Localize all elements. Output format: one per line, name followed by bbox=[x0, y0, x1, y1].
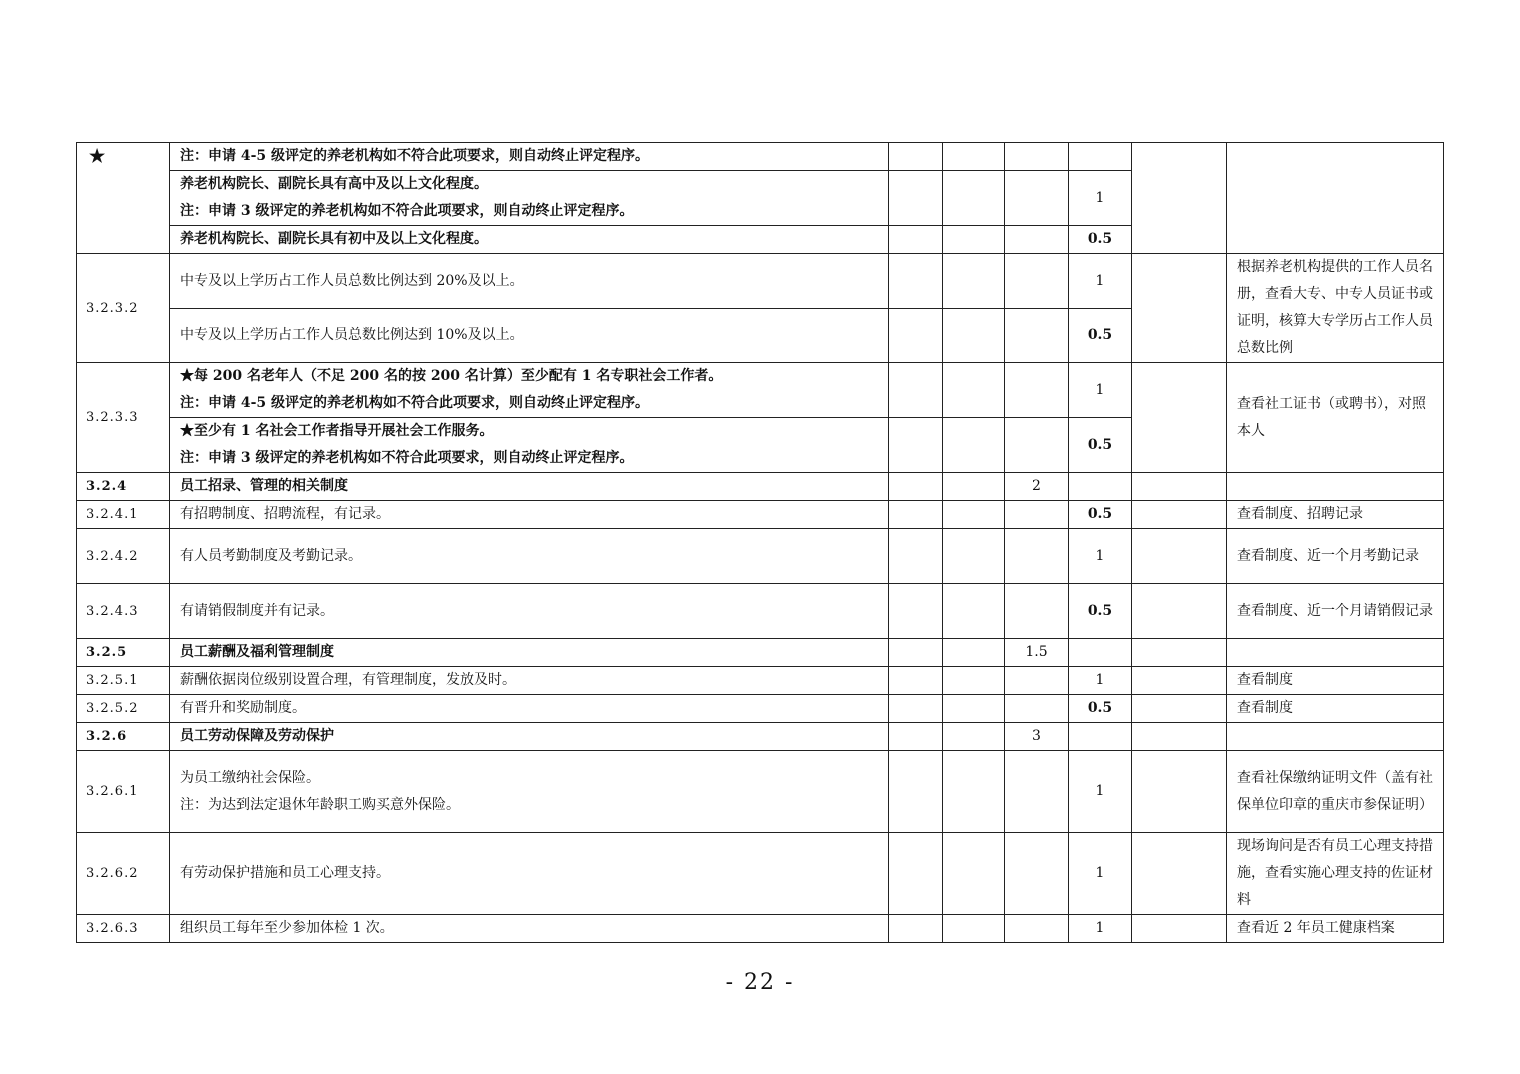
empty-cell bbox=[889, 833, 943, 915]
empty-cell bbox=[889, 309, 943, 363]
empty-cell bbox=[889, 751, 943, 833]
item-note: 注：申请 3 级评定的养老机构如不符合此项要求，则自动终止评定程序。 bbox=[180, 203, 634, 219]
score-cell: 0.5 bbox=[1069, 584, 1132, 639]
item-text: 有人员考勤制度及考勤记录。 bbox=[170, 529, 889, 584]
empty-cell bbox=[1005, 915, 1069, 943]
empty-cell bbox=[1132, 529, 1227, 584]
item-text: 员工劳动保障及劳动保护 bbox=[170, 723, 889, 751]
item-text: 有招聘制度、招聘流程，有记录。 bbox=[170, 501, 889, 529]
empty-cell bbox=[889, 723, 943, 751]
empty-cell bbox=[889, 171, 943, 226]
check-method: 查看制度 bbox=[1227, 695, 1444, 723]
item-text: 员工招录、管理的相关制度 bbox=[170, 473, 889, 501]
item-text bbox=[170, 171, 889, 226]
item-code: 3.2.6 bbox=[77, 723, 170, 751]
item-text bbox=[170, 751, 889, 833]
table-row bbox=[77, 667, 1444, 695]
table-row bbox=[77, 584, 1444, 639]
item-line: ★至少有 1 名社会工作者指导开展社会工作服务。 bbox=[180, 423, 494, 439]
empty-cell bbox=[1005, 833, 1069, 915]
item-text: 薪酬依据岗位级别设置合理，有管理制度，发放及时。 bbox=[170, 667, 889, 695]
total-score-cell: 1.5 bbox=[1005, 639, 1069, 667]
item-code: 3.2.6.1 bbox=[77, 751, 170, 833]
item-text: 有劳动保护措施和员工心理支持。 bbox=[170, 833, 889, 915]
score-cell: 1 bbox=[1069, 667, 1132, 695]
check-method: 现场询问是否有员工心理支持措施，查看实施心理支持的佐证材料 bbox=[1227, 833, 1444, 915]
empty-cell bbox=[1132, 143, 1227, 254]
table-row bbox=[77, 723, 1444, 751]
empty-cell bbox=[943, 529, 1005, 584]
empty-cell bbox=[889, 418, 943, 473]
empty-cell bbox=[943, 695, 1005, 723]
empty-cell bbox=[1132, 254, 1227, 363]
table-row bbox=[77, 529, 1444, 584]
empty-cell bbox=[1069, 639, 1132, 667]
empty-cell bbox=[1132, 363, 1227, 473]
item-text: 组织员工每年至少参加体检 1 次。 bbox=[170, 915, 889, 943]
empty-cell bbox=[889, 473, 943, 501]
empty-cell bbox=[1005, 667, 1069, 695]
empty-cell bbox=[943, 639, 1005, 667]
table-row bbox=[77, 143, 1444, 171]
page-number: - 22 - bbox=[725, 970, 795, 995]
empty-cell bbox=[1227, 143, 1444, 254]
empty-cell bbox=[1132, 833, 1227, 915]
item-code: 3.2.4.2 bbox=[77, 529, 170, 584]
item-text: 中专及以上学历占工作人员总数比例达到 20%及以上。 bbox=[170, 254, 889, 309]
empty-cell bbox=[889, 529, 943, 584]
table-row bbox=[77, 639, 1444, 667]
table-row bbox=[77, 254, 1444, 309]
empty-cell bbox=[943, 751, 1005, 833]
item-text: 员工薪酬及福利管理制度 bbox=[170, 639, 889, 667]
empty-cell bbox=[1005, 695, 1069, 723]
empty-cell bbox=[889, 667, 943, 695]
empty-cell bbox=[889, 143, 943, 171]
item-code: 3.2.3.2 bbox=[77, 254, 170, 363]
empty-cell bbox=[1005, 143, 1069, 171]
empty-cell bbox=[943, 254, 1005, 309]
empty-cell bbox=[943, 584, 1005, 639]
table-row bbox=[77, 915, 1444, 943]
empty-cell bbox=[1227, 639, 1444, 667]
empty-cell bbox=[889, 226, 943, 254]
item-text bbox=[170, 418, 889, 473]
empty-cell bbox=[889, 584, 943, 639]
table-row bbox=[77, 751, 1444, 833]
empty-cell bbox=[1069, 473, 1132, 501]
table-row bbox=[77, 473, 1444, 501]
score-cell: 0.5 bbox=[1069, 226, 1132, 254]
item-text: 中专及以上学历占工作人员总数比例达到 10%及以上。 bbox=[170, 309, 889, 363]
table-row bbox=[77, 501, 1444, 529]
item-code: 3.2.5.1 bbox=[77, 667, 170, 695]
score-cell: 0.5 bbox=[1069, 309, 1132, 363]
item-code: 3.2.6.2 bbox=[77, 833, 170, 915]
item-code: 3.2.4 bbox=[77, 473, 170, 501]
empty-cell bbox=[943, 363, 1005, 418]
empty-cell bbox=[1005, 418, 1069, 473]
empty-cell bbox=[1005, 501, 1069, 529]
empty-cell bbox=[1005, 363, 1069, 418]
item-text: 有请销假制度并有记录。 bbox=[170, 584, 889, 639]
empty-cell bbox=[1005, 584, 1069, 639]
empty-cell bbox=[1132, 501, 1227, 529]
item-line: ★每 200 名老年人（不足 200 名的按 200 名计算）至少配有 1 名专职社会工作者。 bbox=[180, 368, 723, 384]
score-cell: 1 bbox=[1069, 529, 1132, 584]
empty-cell bbox=[1227, 723, 1444, 751]
empty-cell bbox=[1227, 473, 1444, 501]
empty-cell bbox=[1132, 584, 1227, 639]
total-score-cell: 2 bbox=[1005, 473, 1069, 501]
item-code: 3.2.5.2 bbox=[77, 695, 170, 723]
empty-cell bbox=[1005, 254, 1069, 309]
table-row bbox=[77, 695, 1444, 723]
check-method: 查看社保缴纳证明文件（盖有社保单位印章的重庆市参保证明） bbox=[1227, 751, 1444, 833]
score-cell: 1 bbox=[1069, 833, 1132, 915]
item-text bbox=[170, 363, 889, 418]
empty-cell bbox=[1005, 751, 1069, 833]
empty-cell bbox=[889, 695, 943, 723]
empty-cell bbox=[1132, 695, 1227, 723]
empty-cell bbox=[943, 473, 1005, 501]
empty-cell bbox=[943, 171, 1005, 226]
check-method: 查看社工证书（或聘书），对照本人 bbox=[1227, 363, 1444, 473]
item-note: 注：申请 4-5 级评定的养老机构如不符合此项要求，则自动终止评定程序。 bbox=[180, 395, 650, 411]
item-text: 养老机构院长、副院长具有初中及以上文化程度。 bbox=[170, 226, 889, 254]
empty-cell bbox=[1132, 667, 1227, 695]
empty-cell bbox=[1005, 529, 1069, 584]
score-cell: 1 bbox=[1069, 171, 1132, 226]
empty-cell bbox=[889, 639, 943, 667]
score-cell: 0.5 bbox=[1069, 695, 1132, 723]
empty-cell bbox=[943, 226, 1005, 254]
empty-cell bbox=[1005, 309, 1069, 363]
item-text: 注：申请 4-5 级评定的养老机构如不符合此项要求，则自动终止评定程序。 bbox=[170, 143, 889, 171]
score-cell: 1 bbox=[1069, 363, 1132, 418]
item-line: 为员工缴纳社会保险。 bbox=[180, 769, 320, 786]
empty-cell bbox=[1132, 639, 1227, 667]
check-method: 查看制度、近一个月考勤记录 bbox=[1227, 529, 1444, 584]
empty-cell bbox=[889, 363, 943, 418]
empty-cell bbox=[889, 501, 943, 529]
empty-cell bbox=[943, 833, 1005, 915]
item-note: 注：申请 3 级评定的养老机构如不符合此项要求，则自动终止评定程序。 bbox=[180, 450, 634, 466]
check-method: 查看制度 bbox=[1227, 667, 1444, 695]
score-cell: 0.5 bbox=[1069, 501, 1132, 529]
item-code: 3.2.4.3 bbox=[77, 584, 170, 639]
table-row bbox=[77, 833, 1444, 915]
check-method: 根据养老机构提供的工作人员名册，查看大专、中专人员证书或证明，核算大专学历占工作人员总数比例 bbox=[1227, 254, 1444, 363]
empty-cell bbox=[943, 915, 1005, 943]
score-cell: 1 bbox=[1069, 751, 1132, 833]
empty-cell bbox=[943, 501, 1005, 529]
score-cell: 0.5 bbox=[1069, 418, 1132, 473]
item-text: 有晋升和奖励制度。 bbox=[170, 695, 889, 723]
star-mark-cell: ★ bbox=[77, 143, 170, 254]
empty-cell bbox=[1069, 143, 1132, 171]
item-code: 3.2.4.1 bbox=[77, 501, 170, 529]
empty-cell bbox=[1132, 473, 1227, 501]
item-code: 3.2.3.3 bbox=[77, 363, 170, 473]
item-code: 3.2.6.3 bbox=[77, 915, 170, 943]
empty-cell bbox=[1132, 915, 1227, 943]
item-line: 养老机构院长、副院长具有高中及以上文化程度。 bbox=[180, 176, 488, 192]
empty-cell bbox=[943, 667, 1005, 695]
empty-cell bbox=[1132, 751, 1227, 833]
check-method: 查看制度、招聘记录 bbox=[1227, 501, 1444, 529]
empty-cell bbox=[943, 418, 1005, 473]
empty-cell bbox=[1132, 723, 1227, 751]
item-note: 注：为达到法定退休年龄职工购买意外保险。 bbox=[180, 796, 460, 813]
table-row bbox=[77, 363, 1444, 418]
empty-cell bbox=[889, 254, 943, 309]
empty-cell bbox=[943, 723, 1005, 751]
check-method: 查看制度、近一个月请销假记录 bbox=[1227, 584, 1444, 639]
check-method: 查看近 2 年员工健康档案 bbox=[1227, 915, 1444, 943]
total-score-cell: 3 bbox=[1005, 723, 1069, 751]
empty-cell bbox=[889, 915, 943, 943]
empty-cell bbox=[943, 143, 1005, 171]
empty-cell bbox=[1005, 171, 1069, 226]
item-code: 3.2.5 bbox=[77, 639, 170, 667]
empty-cell bbox=[943, 309, 1005, 363]
score-cell: 1 bbox=[1069, 254, 1132, 309]
empty-cell bbox=[1069, 723, 1132, 751]
empty-cell bbox=[1005, 226, 1069, 254]
standards-table bbox=[76, 142, 1444, 943]
score-cell: 1 bbox=[1069, 915, 1132, 943]
